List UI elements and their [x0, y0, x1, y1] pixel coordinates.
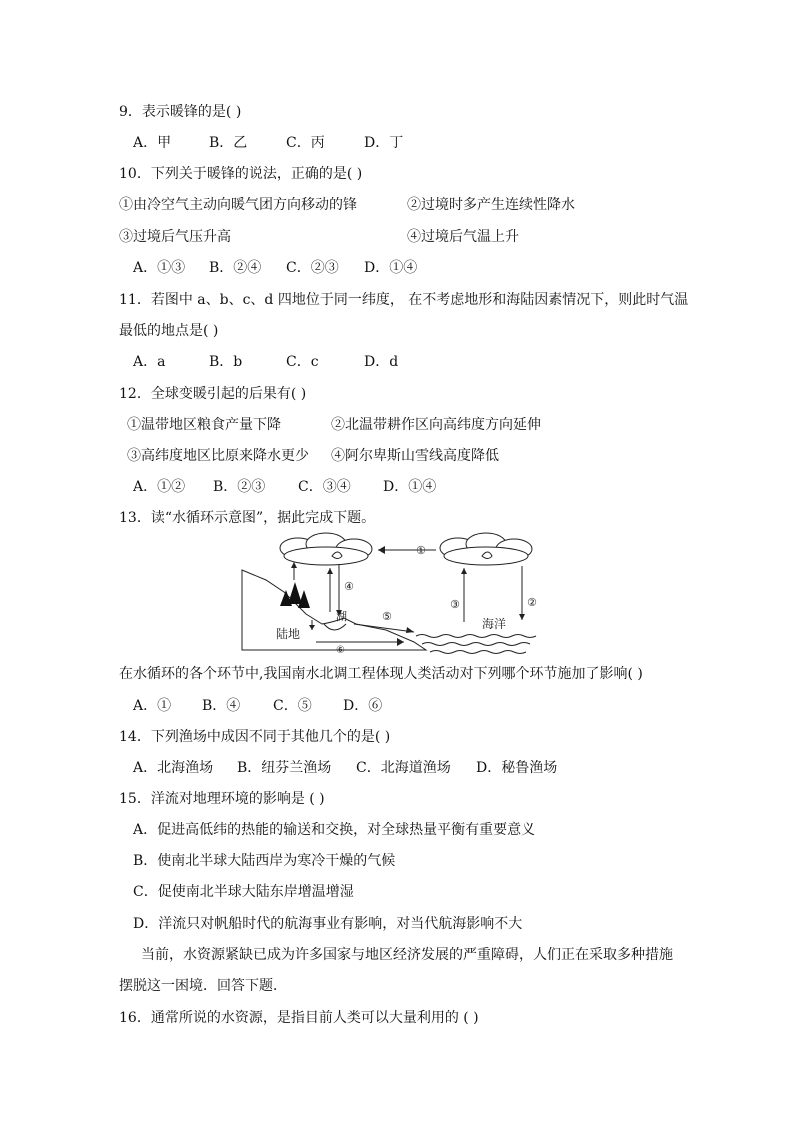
- q10-option-a: A．①③: [133, 260, 186, 276]
- q10-option-b: B．②④: [209, 260, 262, 276]
- q13-option-b: B．④: [202, 698, 241, 714]
- q14-option-d: D．秘鲁渔场: [476, 760, 558, 776]
- q10-option-d: D．①④: [364, 260, 418, 276]
- q14-option-a: A．北海渔场: [133, 760, 214, 776]
- q12-stem: 12．全球变暖引起的后果有( ): [119, 386, 307, 402]
- cloud-right-icon: [440, 533, 532, 565]
- q15-option-c: C．促使南北半球大陆东岸增温增湿: [133, 884, 354, 900]
- q14-stem: 14．下列渔场中成因不同于其他几个的是( ): [119, 729, 391, 745]
- q12-option-b: B．②③: [213, 479, 266, 495]
- q11-stem-line2: 最低的地点是( ): [119, 323, 219, 339]
- q15-option-b: B．使南北半球大陆西岸为寒冷干燥的气候: [133, 853, 396, 869]
- q13-stem: 13．读“水循环示意图”，据此完成下题。: [119, 510, 376, 526]
- q12-statement-1: ①温带地区粮食产量下降: [127, 417, 281, 433]
- diagram-label-ocean: 海洋: [482, 617, 507, 631]
- q14-option-c: C．北海道渔场: [356, 760, 451, 776]
- q15-option-a: A．促进高低纬的热能的输送和交换，对全球热量平衡有重要意义: [133, 822, 536, 838]
- q11-option-a: A．a: [133, 354, 166, 370]
- diagram-label-4: ④: [344, 580, 354, 593]
- q9-stem: 9．表示暖锋的是( ): [119, 104, 242, 120]
- diagram-label-5: ⑤: [382, 610, 392, 623]
- q12-option-c: C．③④: [298, 479, 351, 495]
- q11-option-b: B．b: [209, 354, 243, 370]
- q15-stem: 15．洋流对地理环境的影响是 ( ): [119, 791, 325, 807]
- q9-option-d: D．丁: [364, 135, 404, 151]
- q10-statement-1: ①由冷空气主动向暖气团方向移动的锋: [119, 197, 357, 213]
- q11-option-d: D．d: [364, 354, 399, 370]
- q9-option-a: A．甲: [133, 135, 172, 151]
- q9-option-b: B．乙: [209, 135, 248, 151]
- q10-statement-2: ②过境时多产生连续性降水: [407, 197, 575, 213]
- q12-statement-4: ④阿尔卑斯山雪线高度降低: [331, 448, 499, 464]
- passage-line2: 摆脱这一困境．回答下题．: [119, 978, 287, 994]
- diagram-label-land: 陆地: [276, 627, 301, 641]
- q10-statement-4: ④过境后气温上升: [407, 229, 519, 245]
- q13-question: 在水循环的各个环节中,我国南水北调工程体现人类活动对下列哪个环节施加了影响( ): [119, 666, 643, 682]
- q13-option-a: A．①: [133, 698, 172, 714]
- diagram-label-2: ②: [527, 596, 537, 609]
- q16-stem: 16．通常所说的水资源，是指目前人类可以大量利用的 ( ): [119, 1010, 479, 1026]
- q12-option-a: A．①②: [133, 479, 186, 495]
- q10-statement-3: ③过境后气压升高: [119, 229, 231, 245]
- q13-option-d: D．⑥: [343, 698, 383, 714]
- q12-statement-2: ②北温带耕作区向高纬度方向延伸: [331, 417, 541, 433]
- q11-stem-line1: 11．若图中 a、b、c、d 四地位于同一纬度， 在不考虑地形和海陆因素情况下，则此时气温: [119, 292, 689, 308]
- q15-option-d: D．洋流只对帆船时代的航海事业有影响，对当代航海影响不大: [133, 916, 523, 932]
- water-cycle-diagram: [236, 532, 552, 658]
- land-profile: [242, 570, 426, 650]
- q14-option-b: B．纽芬兰渔场: [237, 760, 332, 776]
- diagram-label-6: ⑥: [336, 645, 345, 656]
- q10-option-c: C．②③: [286, 260, 339, 276]
- q12-option-d: D．①④: [383, 479, 437, 495]
- q10-stem: 10．下列关于暖锋的说法，正确的是( ): [119, 166, 363, 182]
- q11-option-c: C．c: [286, 354, 319, 370]
- ocean-waves: [416, 635, 536, 654]
- diagram-label-1: ①: [416, 544, 426, 557]
- passage-line1: 当前，水资源紧缺已成为许多国家与地区经济发展的严重障碍，人们正在采取多种措施: [141, 947, 673, 963]
- diagram-label-lake: 湖: [336, 610, 347, 623]
- diagram-label-3: ③: [450, 598, 460, 611]
- q13-option-c: C．⑤: [273, 698, 312, 714]
- q9-option-c: C．丙: [286, 135, 325, 151]
- cloud-left-icon: [280, 533, 372, 565]
- q12-statement-3: ③高纬度地区比原来降水更少: [127, 448, 309, 464]
